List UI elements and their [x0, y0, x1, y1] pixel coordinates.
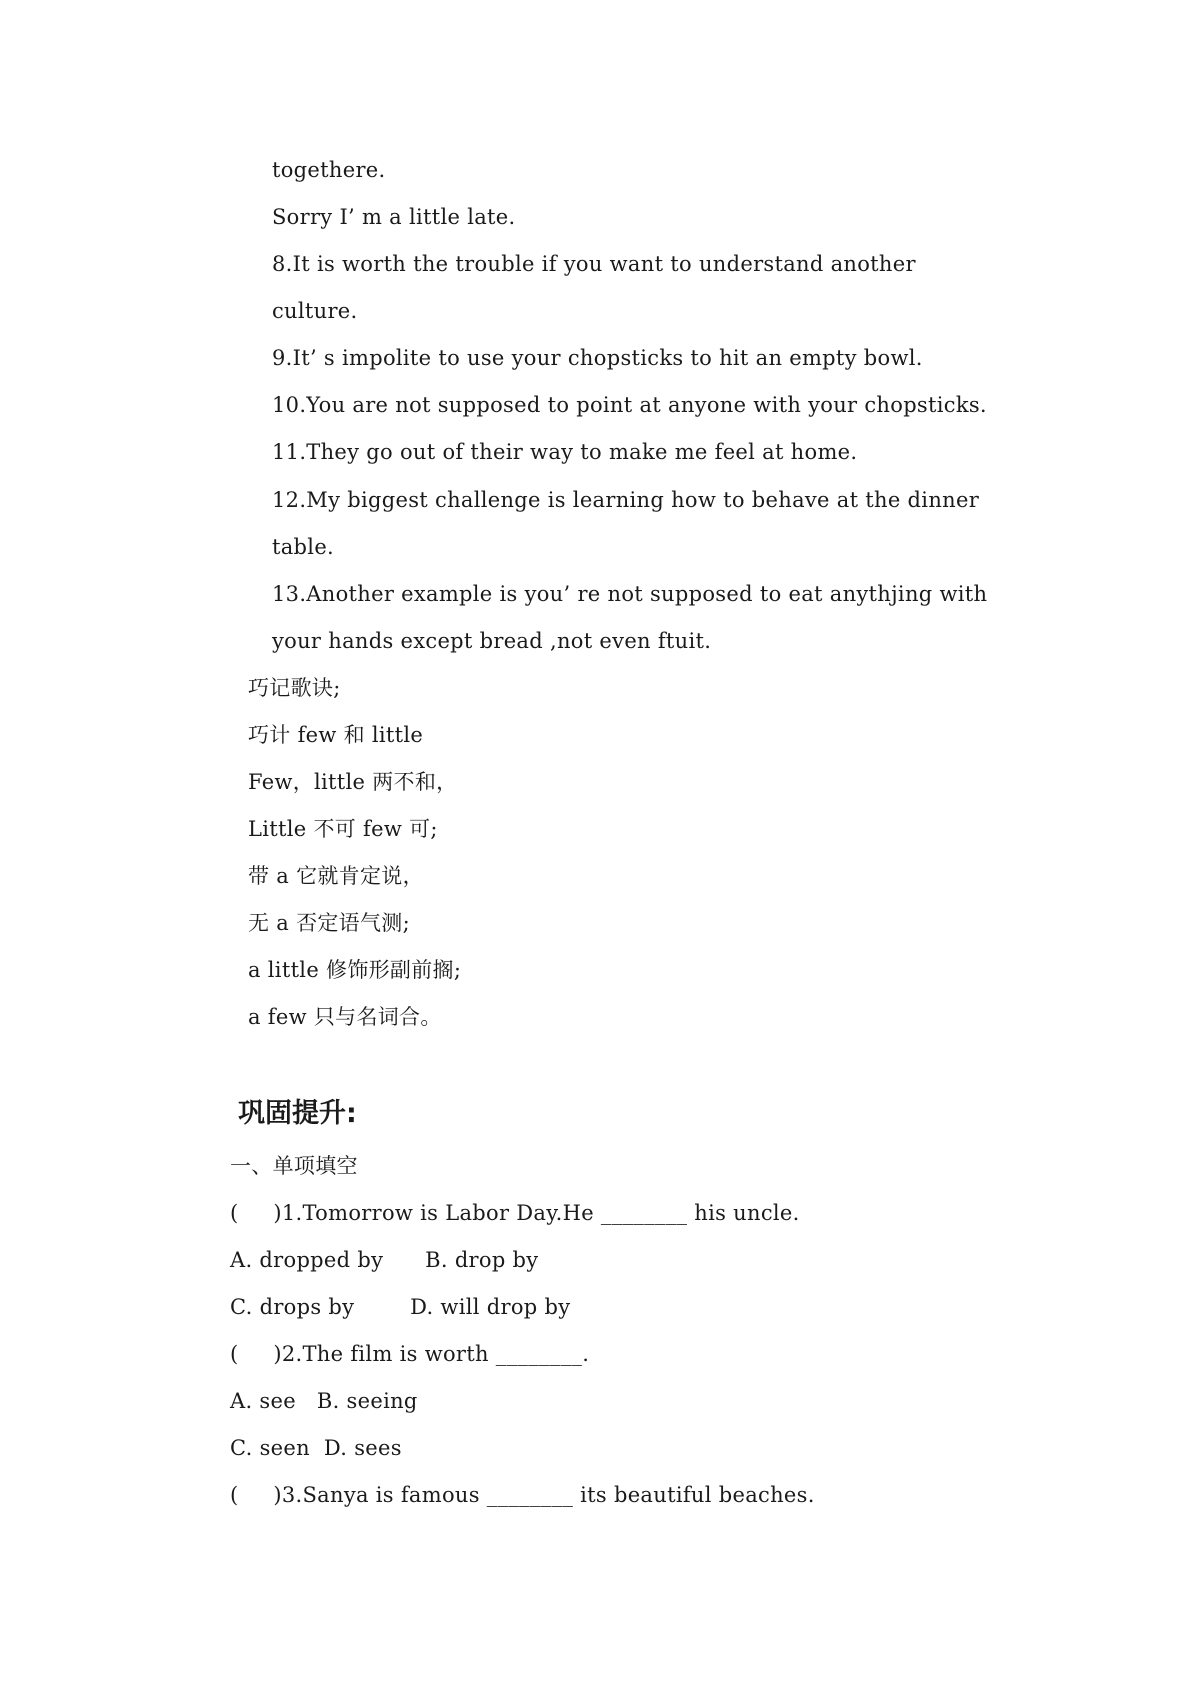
sentence-line: Sorry I’ m a little late. [272, 205, 516, 229]
rhyme-line: 巧计 few 和 little [248, 723, 424, 747]
rhyme-title: 巧记歌诀; [248, 676, 341, 700]
sentence-line: 8.It is worth the trouble if you want to understand another [272, 252, 916, 276]
option-line: A. dropped by B. drop by [230, 1248, 539, 1272]
sentence-line: 13.Another example is you’ re not supposed to eat anythjing with [272, 582, 988, 606]
rhyme-line: Few，little 两不和， [248, 770, 458, 794]
option-line: C. drops by D. will drop by [230, 1295, 571, 1319]
sentence-line: 9.It’ s impolite to use your chopsticks to hit an empty bowl. [272, 346, 923, 370]
rhyme-line: 带 a 它就肯定说， [248, 864, 424, 888]
rhyme-line: 无 a 否定语气测; [248, 911, 410, 935]
section-title: 一、单项填空 [230, 1154, 358, 1178]
sentence-line: 10.You are not supposed to point at anyone with your chopsticks. [272, 393, 987, 417]
sentence-line: 11.They go out of their way to make me feel at home. [272, 440, 858, 464]
rhyme-line: a few 只与名词合。 [248, 1005, 442, 1029]
option-line: A. see B. seeing [230, 1389, 418, 1413]
rhyme-line: Little 不可 few 可; [248, 817, 438, 841]
sentence-line: 12.My biggest challenge is learning how to behave at the dinner [272, 488, 980, 512]
option-line: C. seen D. sees [230, 1436, 402, 1460]
rhyme-line: a little 修饰形副前搁; [248, 958, 462, 982]
sentence-line: togethere. [272, 158, 386, 182]
question-line: ( )2.The film is worth ________. [230, 1342, 590, 1366]
sentence-line: your hands except bread ,not even ftuit. [272, 629, 712, 653]
sentence-line: culture. [272, 299, 358, 323]
question-line: ( )3.Sanya is famous ________ its beautiful beaches. [230, 1483, 815, 1507]
section-heading: 巩固提升: [238, 1098, 357, 1129]
question-line: ( )1.Tomorrow is Labor Day.He ________ his uncle. [230, 1201, 800, 1225]
sentence-line: table. [272, 535, 335, 559]
